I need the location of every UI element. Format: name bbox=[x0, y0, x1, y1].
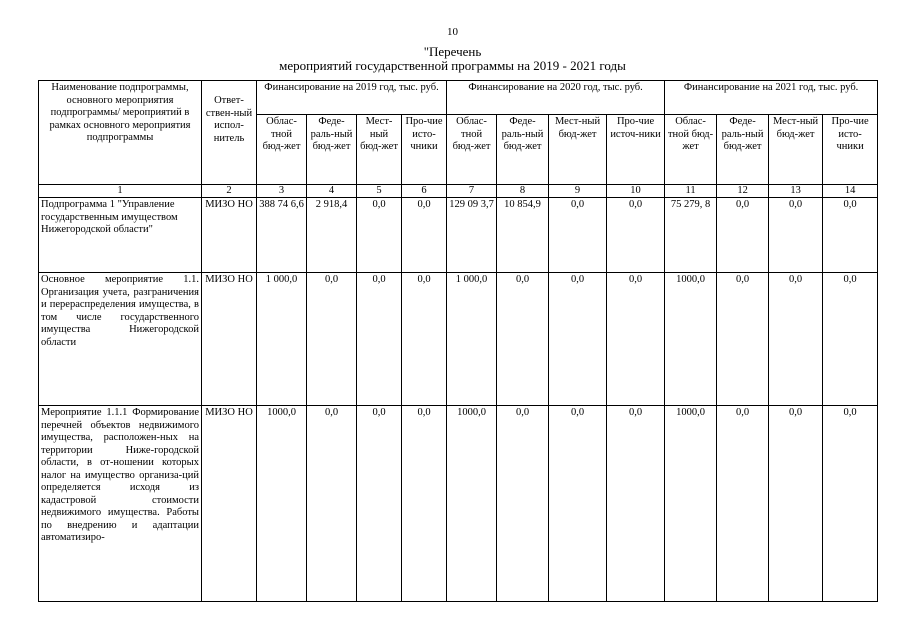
column-number-row bbox=[39, 185, 878, 198]
table-row-subprogram-1 bbox=[39, 198, 878, 273]
value-cell: 0,0 bbox=[717, 273, 769, 406]
subheader-regional-2019: Облас-тной бюд-жет bbox=[257, 115, 307, 185]
subheader-other-2019: Про-чие исто-чники bbox=[402, 115, 447, 185]
value-cell: 0,0 bbox=[549, 273, 607, 406]
subheader-federal-2021: Феде-раль-ный бюд-жет bbox=[717, 115, 769, 185]
value-cell: 0,0 bbox=[769, 273, 823, 406]
page-number: 10 bbox=[447, 26, 458, 38]
value-cell: 1000,0 bbox=[665, 406, 717, 602]
column-number: 14 bbox=[823, 185, 878, 198]
header-fin-2020: Финансирование на 2020 год, тыс. руб. bbox=[447, 81, 665, 115]
column-number: 9 bbox=[549, 185, 607, 198]
value-cell: 0,0 bbox=[717, 406, 769, 602]
value-cell: 1000,0 bbox=[257, 406, 307, 602]
column-number: 4 bbox=[307, 185, 357, 198]
title-line-2: мероприятий государственной программы на 2019 - 2021 годы bbox=[279, 58, 626, 73]
value-cell: 0,0 bbox=[402, 198, 447, 273]
subheader-other-2020: Про-чие источ-ники bbox=[607, 115, 665, 185]
column-number: 12 bbox=[717, 185, 769, 198]
value-cell: 388 74 6,6 bbox=[257, 198, 307, 273]
subheader-federal-2020: Феде-раль-ный бюд-жет bbox=[497, 115, 549, 185]
value-cell: 129 09 3,7 bbox=[447, 198, 497, 273]
column-number: 8 bbox=[497, 185, 549, 198]
value-cell: 1 000,0 bbox=[447, 273, 497, 406]
row-executor: МИЗО НО bbox=[202, 406, 257, 602]
row-name: Подпрограмма 1 "Управление государственным имуществом Нижегородской области" bbox=[39, 198, 202, 273]
value-cell: 0,0 bbox=[402, 273, 447, 406]
value-cell: 0,0 bbox=[607, 406, 665, 602]
table-row-activity-1-1-1 bbox=[39, 406, 878, 602]
value-cell: 0,0 bbox=[769, 198, 823, 273]
program-table bbox=[38, 80, 878, 602]
row-executor: МИЗО НО bbox=[202, 198, 257, 273]
header-fin-2021: Финансирование на 2021 год, тыс. руб. bbox=[665, 81, 878, 115]
column-number: 3 bbox=[257, 185, 307, 198]
value-cell: 0,0 bbox=[823, 198, 878, 273]
subheader-local-2019: Мест-ный бюд-жет bbox=[357, 115, 402, 185]
header-name: Наименование подпрограммы, основного мероприятия подпрограммы/ мероприятий в рамках основного мероприятия подпрограммы bbox=[39, 81, 202, 185]
subheader-federal-2019: Феде-раль-ный бюд-жет bbox=[307, 115, 357, 185]
value-cell: 75 279, 8 bbox=[665, 198, 717, 273]
value-cell: 0,0 bbox=[769, 406, 823, 602]
value-cell: 0,0 bbox=[549, 198, 607, 273]
value-cell: 0,0 bbox=[357, 198, 402, 273]
row-name: Мероприятие 1.1.1 Формирование перечней объектов недвижимого имущества, расположен-ных на территории Ниже-городской области, в от-ношении которых налог на имущество организа-ций определяется исходя из кадастровой стоимости недвижимого имущества. Работы по внедрению и адаптации автоматизиро- bbox=[39, 406, 202, 602]
title-line-1: "Перечень bbox=[423, 44, 482, 59]
value-cell: 0,0 bbox=[549, 406, 607, 602]
row-executor: МИЗО НО bbox=[202, 273, 257, 406]
value-cell: 0,0 bbox=[497, 406, 549, 602]
value-cell: 1000,0 bbox=[665, 273, 717, 406]
document-title bbox=[0, 45, 905, 73]
column-number: 6 bbox=[402, 185, 447, 198]
value-cell: 0,0 bbox=[823, 273, 878, 406]
column-number: 2 bbox=[202, 185, 257, 198]
header-executor: Ответ-ствен-ный испол-нитель bbox=[202, 81, 257, 185]
value-cell: 0,0 bbox=[717, 198, 769, 273]
row-name: Основное мероприятие 1.1. Организация учета, разграничения и перераспределения имущества, в том числе государственного имущества Нижегородской области bbox=[39, 273, 202, 406]
value-cell: 1 000,0 bbox=[257, 273, 307, 406]
subheader-regional-2020: Облас-тной бюд-жет bbox=[447, 115, 497, 185]
value-cell: 1000,0 bbox=[447, 406, 497, 602]
value-cell: 0,0 bbox=[823, 406, 878, 602]
subheader-local-2020: Мест-ный бюд-жет bbox=[549, 115, 607, 185]
value-cell: 0,0 bbox=[357, 406, 402, 602]
value-cell: 0,0 bbox=[357, 273, 402, 406]
value-cell: 0,0 bbox=[307, 406, 357, 602]
column-number: 1 bbox=[39, 185, 202, 198]
header-fin-2019: Финансирование на 2019 год, тыс. руб. bbox=[257, 81, 447, 115]
value-cell: 0,0 bbox=[402, 406, 447, 602]
column-number: 7 bbox=[447, 185, 497, 198]
value-cell: 10 854,9 bbox=[497, 198, 549, 273]
column-number: 5 bbox=[357, 185, 402, 198]
subheader-other-2021: Про-чие исто-чники bbox=[823, 115, 878, 185]
table-row-main-activity-1-1 bbox=[39, 273, 878, 406]
value-cell: 0,0 bbox=[307, 273, 357, 406]
value-cell: 2 918,4 bbox=[307, 198, 357, 273]
value-cell: 0,0 bbox=[607, 273, 665, 406]
value-cell: 0,0 bbox=[607, 198, 665, 273]
column-number: 13 bbox=[769, 185, 823, 198]
column-number: 10 bbox=[607, 185, 665, 198]
subheader-local-2021: Мест-ный бюд-жет bbox=[769, 115, 823, 185]
value-cell: 0,0 bbox=[497, 273, 549, 406]
subheader-regional-2021: Облас-тной бюд-жет bbox=[665, 115, 717, 185]
column-number: 11 bbox=[665, 185, 717, 198]
